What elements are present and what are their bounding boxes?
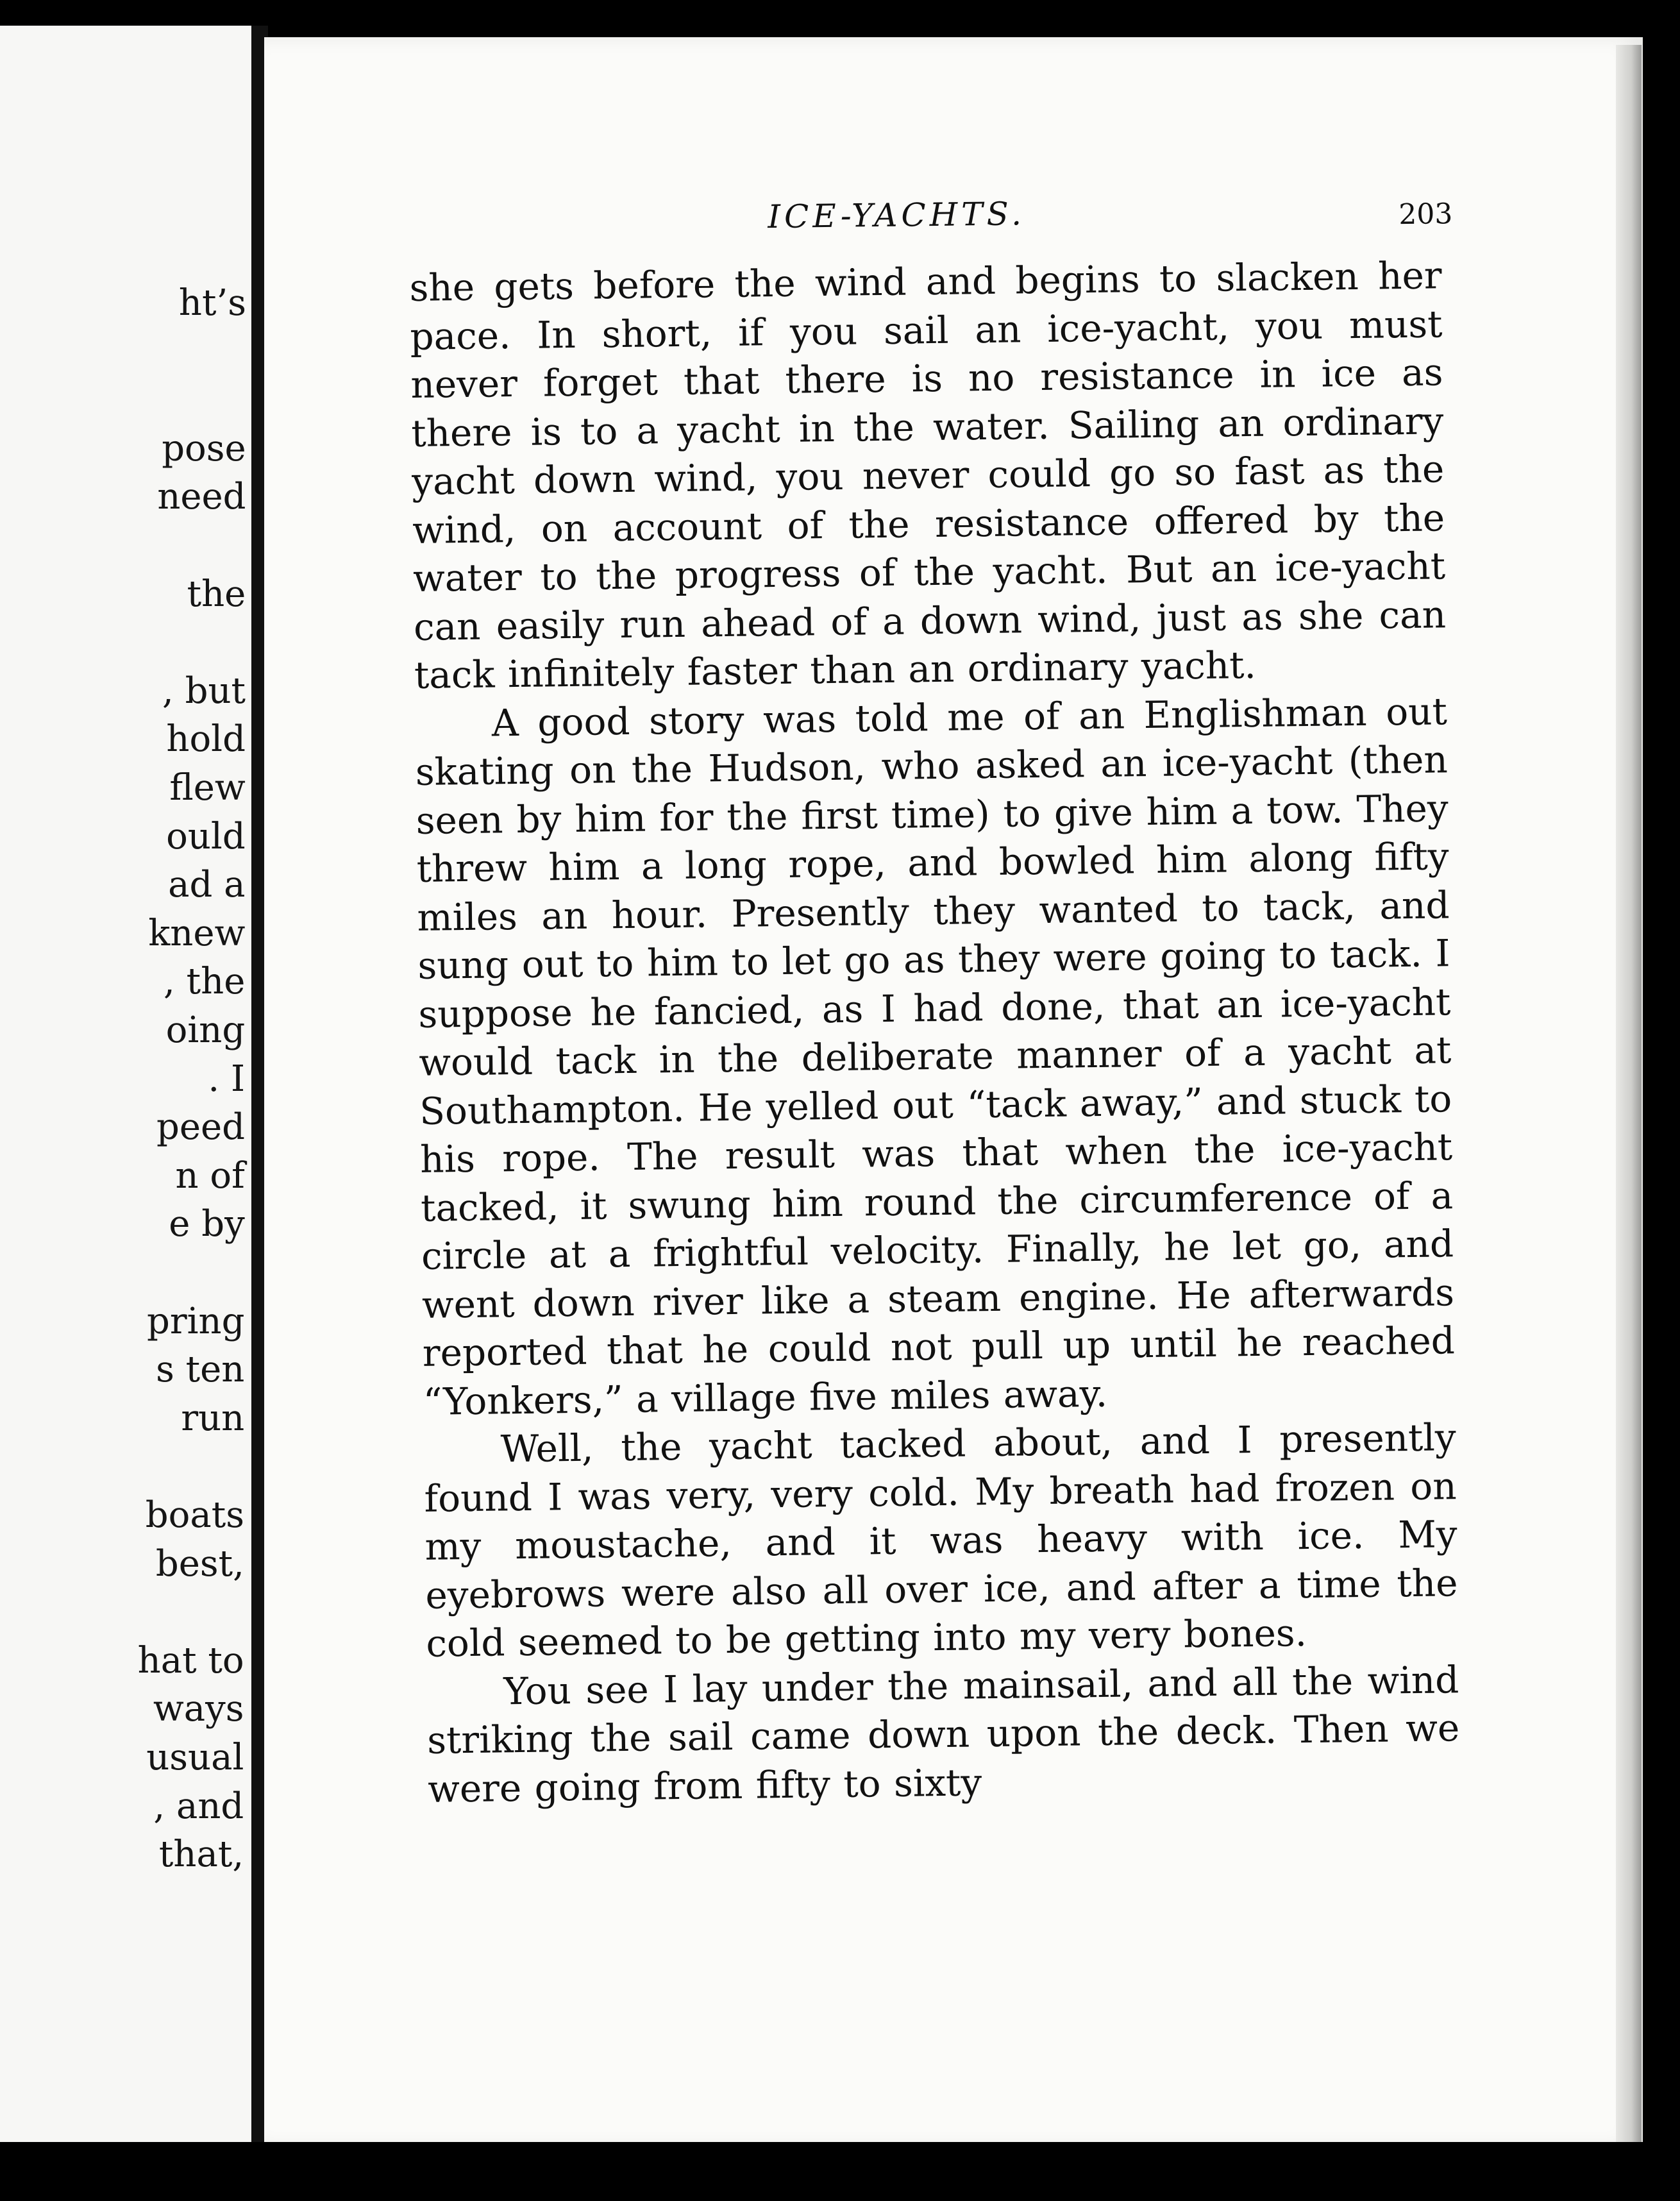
left-page-text-fragments <box>0 26 253 2180</box>
left-page-fragment: ht’s <box>178 282 246 324</box>
left-page-fragment: hat to <box>137 1639 244 1682</box>
left-page-fragment: peed <box>156 1106 245 1149</box>
page-edge-shadow <box>1616 45 1642 2142</box>
paragraph-1: she gets before the wind and begins to slacken her pace. In short, if you sail an ice-yacht, you must never forget that there is no resistance in ice as there is to a yacht in the water. Sailing an ordinary yacht down wind, you never could go so fast as the wind, on account of the resistance offered by the water to the progress of the yacht. But an ice-yacht can easily run ahead of a down wind, just as she can tack infinitely faster than an ordinary yacht. <box>409 253 1447 697</box>
left-page-fragment: run <box>181 1397 245 1439</box>
running-head-title: ICE-YACHTS. <box>767 195 1026 236</box>
left-page-fragment: pring <box>147 1300 245 1342</box>
left-page-fragment: best, <box>155 1542 244 1585</box>
paragraph-2: A good story was told me of an Englishman out skating on the Hudson, who asked an ice-yacht (then seen by him for the first time) to give him a tow. They threw him a long rope, and bowled him along fifty miles an hour. Presently they wanted to tack, and sung out to him to let go as they were going to tack. I suppose he fancied, as I had done, that an ice-yacht would tack in the deliberate manner of a yacht at Southampton. He yelled out “tack away,” and stuck to his rope. The result was that when the ice-yacht tacked, it swung him round the circumference of a circle at a frightful velocity. Finally, he let go, and went down river like a steam engine. He afterwards reported that he could not pull up until he reached “Yonkers,” a village five miles away. <box>415 689 1456 1424</box>
left-page-fragment: usual <box>146 1737 244 1778</box>
page-number: 203 <box>1399 198 1453 232</box>
left-page-fragment: that, <box>158 1834 244 1876</box>
running-head <box>408 190 1453 264</box>
left-page-fragment: pose <box>162 427 246 469</box>
left-page-fragment: flew <box>169 767 246 809</box>
left-page-fragment: . I <box>208 1058 246 1100</box>
left-facing-page <box>0 26 256 2180</box>
scan-bottom-border <box>0 2142 1680 2201</box>
left-page-fragment: boats <box>145 1494 244 1536</box>
left-page-fragment: s ten <box>156 1349 245 1391</box>
left-page-fragment: , but <box>162 670 246 712</box>
left-page-fragment: , the <box>164 961 246 1003</box>
right-page <box>264 37 1643 2147</box>
left-page-fragment: n of <box>175 1154 245 1197</box>
left-page-fragment: the <box>187 573 246 615</box>
left-page-fragment: , and <box>153 1785 244 1827</box>
left-page-fragment: e by <box>169 1203 245 1245</box>
page-content <box>408 190 1461 1813</box>
body-text <box>409 251 1460 1813</box>
left-page-fragment: oing <box>165 1009 246 1051</box>
left-page-fragment: ways <box>153 1688 244 1730</box>
left-page-fragment: ad a <box>168 864 246 906</box>
left-page-fragment: need <box>157 476 246 518</box>
paragraph-3: Well, the yacht tacked about, and I presently found I was very, very cold. My breath had frozen on my moustache, and it was heavy with ice. My eyebrows were also all over ice, and after a time the cold seemed to be getting into my very bones. <box>424 1415 1458 1666</box>
left-page-fragment: knew <box>148 912 246 954</box>
left-page-fragment: hold <box>166 718 246 761</box>
left-page-fragment: ould <box>166 815 246 857</box>
paragraph-4: You see I lay under the mainsail, and all the wind striking the sail came down upon the deck. Then we were going from fifty to sixty <box>426 1657 1460 1811</box>
